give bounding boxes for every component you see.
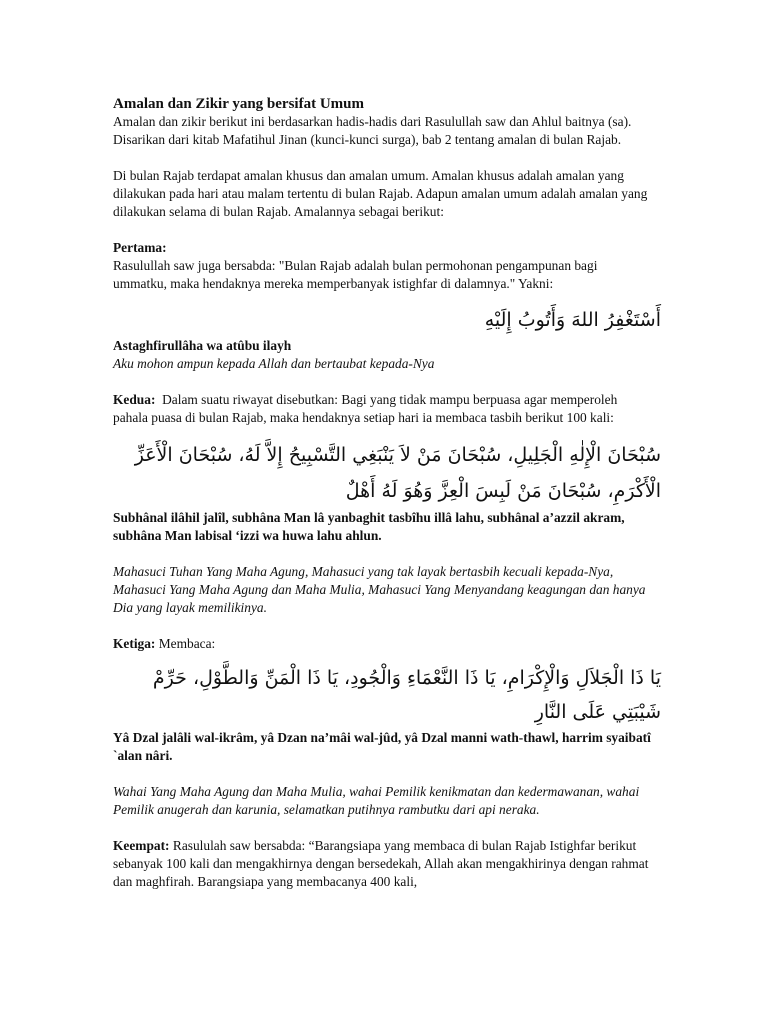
translation: Wahai Yang Maha Agung dan Maha Mulia, wahai Pemilik kenikmatan dan kedermawanan, wahai Pemilik anugerah dan karunia, selamatkan putihnya rambutku dari api neraka. [113,784,640,817]
page-title: Amalan dan Zikir yang bersifat Umum [113,96,365,112]
section-ketiga [113,635,653,653]
arabic-text: سُبْحَانَ الْإِلٰهِ الْجَلِيلِ، سُبْحَانَ مَنْ لاَ يَنْبَغِي التَّسْبِيحُ إِلاَّ لَهُ، سُبْحَانَ الْأَعَزِّ الْأَكْرَمِ، سُبْحَانَ مَنْ لَبِسَ الْعِزَّ وَهُوَ لَهُ أَهْلٌ [134,444,661,502]
intro-paragraph: Amalan dan zikir berikut ini berdasarkan hadis-hadis dari Rasulullah saw dan Ahlul baitnya (sa). Disarikan dari kitab Mafatihul Jinan (kunci-kunci surga), bab 2 tentang amalan di bulan Rajab. [113,114,632,147]
section-keempat [113,837,653,891]
section-text: Membaca: [158,636,216,651]
arabic-text: أَسْتَغْفِرُ اللهَ وَأَتُوبُ إِلَيْهِ [484,309,661,331]
translation: Mahasuci Tuhan Yang Maha Agung, Mahasuci yang tak layak bertasbih kecuali kepada-Nya, Mahasuci Yang Maha Agung dan Maha Mulia, Mahasuci Yang Menyandang keagungan dan hanya Dia yang layak memilikinya. [113,564,646,615]
section-text: Dalam suatu riwayat disebutkan: Bagi yang tidak mampu berpuasa agar memperoleh pahala puasa di bulan Rajab, maka hendaknya setiap hari ia membaca tasbih berikut 100 kali: [113,392,618,425]
overview-paragraph: Di bulan Rajab terdapat amalan khusus dan amalan umum. Amalan khusus adalah amalan yang dilakukan pada hari atau malam tertentu di bulan Rajab. Adapun amalan umum adalah amalan yang dilakukan selama di bulan Rajab. Amalannya sebagai berikut: [113,168,648,219]
document-content [113,95,661,891]
transliteration: Subhânal ilâhil jalîl, subhâna Man lâ yanbaghit tasbîhu illâ lahu, subhânal a’azzil akram, subhâna Man labisal ‘izzi wa huwa lahu ahlun. [113,510,625,543]
arabic-text: يَا ذَا الْجَلاَلِ وَالْإِكْرَامِ، يَا ذَا النَّعْمَاءِ وَالْجُودِ، يَا ذَا الْمَنِّ وَالطَّوْلِ، حَرِّمْ شَيْبَتِي عَلَى النَّارِ [152,667,661,723]
section-label: Pertama: [113,240,167,255]
transliteration: Astaghfirullâha wa atûbu ilayh [113,338,292,353]
section-kedua [113,391,653,427]
section-pertama [113,239,653,293]
translation: Aku mohon ampun kepada Allah dan bertaubat kepada-Nya [113,356,435,371]
section-label: Keempat: [113,838,170,853]
section-text: Rasululah saw bersabda: “Barangsiapa yang membaca di bulan Rajab Istighfar berikut sebanyak 100 kali dan mengakhirnya dengan bersedekah, Allah akan mengakhirinya dengan rahmat dan maghfirah. Barangsiapa yang membacanya 400 kali, [113,838,649,889]
section-text: Rasulullah saw juga bersabda: "Bulan Rajab adalah bulan permohonan pengampunan bagi ummatku, maka hendaknya mereka memperbanyak istighfar di dalamnya." Yakni: [113,258,598,291]
transliteration: Yâ Dzal jalâli wal-ikrâm, yâ Dzan na’mâi wal-jûd, yâ Dzal manni wath-thawl, harrim syaibatî `alan nâri. [113,730,651,763]
section-label: Kedua: [113,392,156,407]
section-label: Ketiga: [113,636,156,651]
